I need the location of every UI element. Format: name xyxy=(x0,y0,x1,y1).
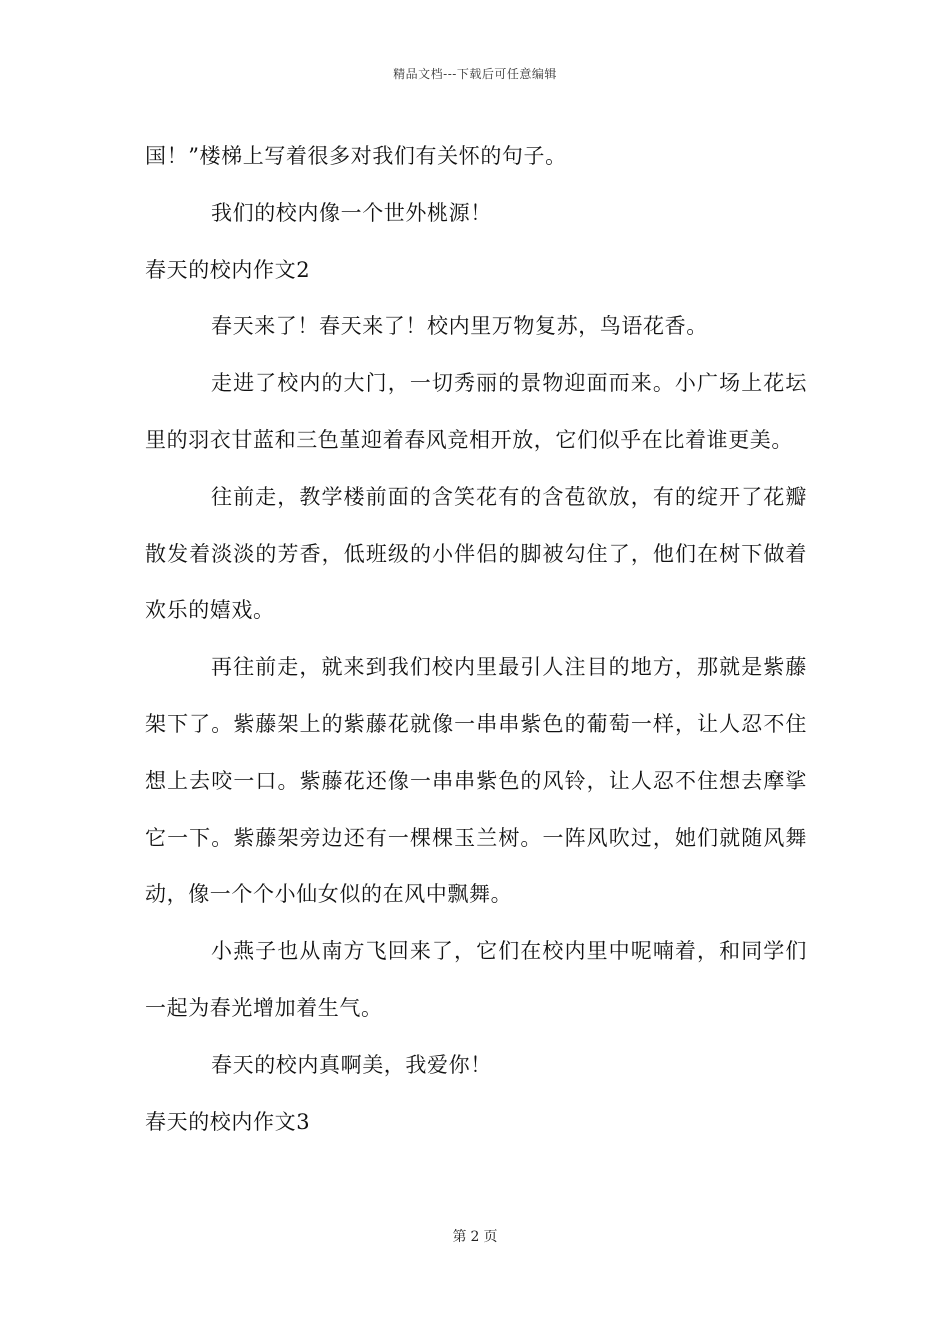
paragraph-5: 往前走，教学楼前面的含笑花有的含苞欲放，有的绽开了花瓣散发着淡淡的芳香，低班级的小伴侣的脚被勾住了，他们在树下做着欢乐的嬉戏。 xyxy=(145,484,807,623)
page-header: 精品文档---下载后可任意编辑 xyxy=(393,67,557,81)
page-number: 2 xyxy=(470,1229,480,1245)
page-number-suffix: 页 xyxy=(483,1229,498,1245)
paragraph-1: 国！”楼梯上写着很多对我们有关怀的句子。 xyxy=(145,144,567,168)
paragraph-6: 再往前走，就来到我们校内里最引人注目的地方，那就是紫藤架下了。紫藤架上的紫藤花就像一串串紫色的葡萄一样，让人忍不住想上去咬一口。紫藤花还像一串串紫色的风铃，让人忍不住想去摩挲它一下。紫藤架旁边还有一棵棵玉兰树。一阵风吹过，她们就随风舞动，像一个个小仙女似的在风中飘舞。 xyxy=(145,655,807,907)
page-footer xyxy=(0,1228,950,1246)
document-body xyxy=(145,128,807,1150)
page-number-prefix: 第 xyxy=(452,1229,467,1245)
paragraph-3: 春天来了！春天来了！校内里万物复苏，鸟语花香。 xyxy=(211,314,708,339)
essay-title-3: 春天的校内作文3 xyxy=(145,1109,311,1134)
paragraph-2: 我们的校内像一个世外桃源！ xyxy=(211,200,492,225)
paragraph-7: 小燕子也从南方飞回来了，它们在校内里中呢喃着，和同学们一起为春光增加着生气。 xyxy=(145,939,807,1020)
essay-title-2: 春天的校内作文2 xyxy=(145,257,311,282)
paragraph-4: 走进了校内的大门，一切秀丽的景物迎面而来。小广场上花坛里的羽衣甘蓝和三色堇迎着春风竞相开放，它们似乎在比着谁更美。 xyxy=(145,371,807,452)
paragraph-8: 春天的校内真啊美，我爱你！ xyxy=(211,1052,492,1077)
